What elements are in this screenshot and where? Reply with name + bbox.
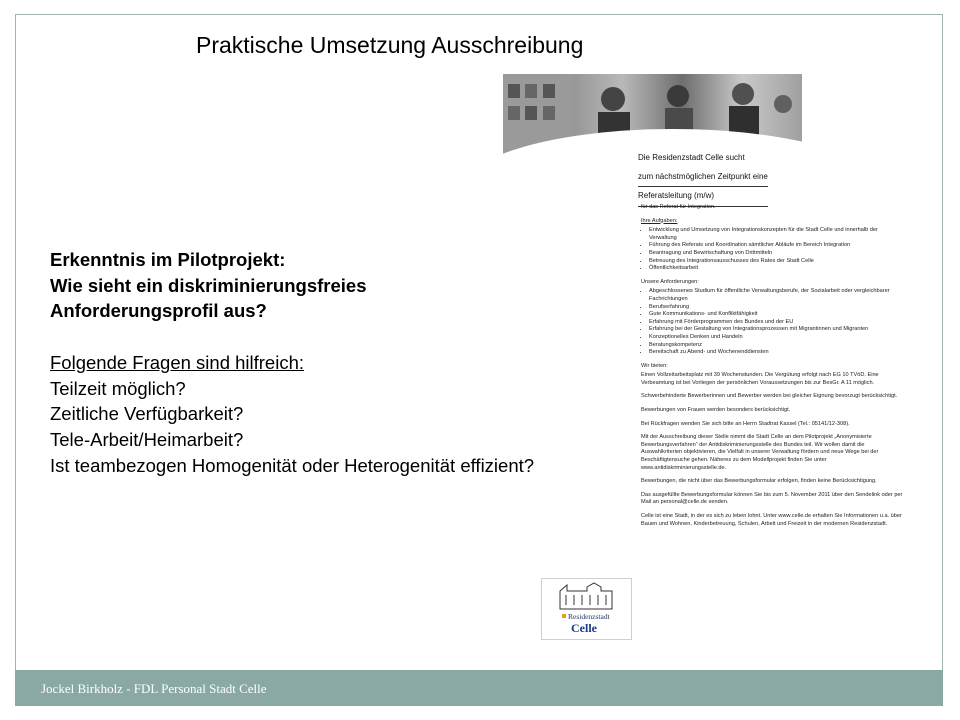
ad-requirements-heading: Unsere Anforderungen:	[641, 278, 699, 285]
ad-women-note: Bewerbungen von Frauen werden besonders berücksichtigt.	[641, 407, 791, 414]
ad-disabled-note: Schwerbehinderte Bewerberinnen und Bewerber werden bei gleicher Eignung bevorzugt berücksichtigt.	[641, 393, 898, 400]
question-2: Zeitliche Verfügbarkeit?	[50, 403, 244, 425]
castle-icon	[542, 581, 631, 611]
questions-intro: Folgende Fragen sind hilfreich:	[50, 351, 305, 373]
ad-offer: Einen Vollzeitarbeitsplatz mit 39 Wochenstunden. Die Vergütung erfolgt nach EG 10 TVöD. Eine Verbeamtung ist bei Vorliegen der persönlichen Voraussetzungen bis zur BesGr. A 11 möglich.	[641, 372, 879, 386]
ad-task: • Führung des Referats und Koordination sämtlicher Abläufe im Bereich Integration	[649, 242, 903, 250]
ad-requirement: • Erfahrung bei der Gestaltung von Integrationsprozessen mit Migrantinnen und Migranten	[649, 326, 903, 334]
question-3: Tele-Arbeit/Heimarbeit?	[50, 428, 244, 450]
ad-requirement: • Abgeschlossenes Studium für öffentliche Verwaltungsberufe, der Sozialarbeit oder vergleichbarer Fachrichtungen	[649, 288, 903, 303]
footer-text: Jockel Birkholz - FDL Personal Stadt Celle	[41, 681, 267, 696]
slide-title: Praktische Umsetzung Ausschreibung	[196, 32, 584, 58]
question-4: Ist teambezogen Homogenität oder Heterogenität effizient?	[50, 454, 535, 476]
logo-line-2: Celle	[571, 621, 597, 635]
main-text	[50, 247, 590, 478]
ad-requirements-list	[641, 288, 903, 356]
ad-closing: Celle ist eine Stadt, in der es sich zu leben lohnt. Unter www.celle.de erhalten Sie Informationen u.a. über Bauen und Wohnen, Kinderbetreuung, Schulen, Arbeit und Freizeit in der modernen Residenzstadt.	[641, 513, 902, 527]
logo-square-icon	[562, 614, 566, 618]
ad-body	[641, 204, 903, 534]
ad-offer-heading: Wir bieten:	[641, 362, 668, 369]
ad-requirement: • Bereitschaft zu Abend- und Wochenenddiensten	[649, 349, 903, 357]
ad-task: • Entwicklung und Umsetzung von Integrationskonzepten für die Stadt Celle und innerhalb der Verwaltung	[649, 227, 903, 242]
logo-line-1: Residenzstadt	[568, 612, 610, 621]
ad-task: • Betreuung des Integrationsausschusses des Rates der Stadt Celle	[649, 258, 903, 266]
ad-heading	[638, 149, 768, 207]
ad-line-2: zum nächstmöglichen Zeitpunkt eine	[638, 171, 768, 181]
ad-requirement: • Berufserfahrung	[649, 304, 903, 312]
ad-requirement: • Erfahrung mit Förderprogrammen des Bundes und der EU	[649, 319, 903, 327]
footer-bar	[15, 670, 943, 706]
ad-requirement: • Beratungskompetenz	[649, 342, 903, 350]
ad-tasks-heading: Ihre Aufgaben:	[641, 217, 678, 224]
heading-line-1: Erkenntnis im Pilotprojekt:	[50, 249, 286, 270]
heading-line-2: Wie sieht ein diskriminierungsfreies	[50, 274, 367, 296]
ad-task: • Öffentlichkeitsarbeit	[649, 265, 903, 273]
ad-contact: Bei Rückfragen wenden Sie sich bitte an Herrn Stadtrat Kassel (Tel.: 05141/12-308).	[641, 420, 850, 427]
celle-logo	[541, 578, 632, 640]
ad-pilot-note: Mit der Ausschreibung dieser Stelle nimmt die Stadt Celle an dem Pilotprojekt „Anonymisierte Bewerbungsverfahren“ der Antidiskriminierungsstelle des Bundes teil. Wir wollen damit die Auswahlkriterien objektivieren, die Vielfalt in unserer Verwaltung fördern und neue Wege bei der Beschäftigtensuche gehen. Näheres zu dem Modellprojekt finden Sie unter www.antidiskriminierungsstelle.de.	[641, 434, 879, 471]
ad-deadline: Das ausgefüllte Bewerbungsformular können Sie bis zum 5. November 2011 über den Sendelink oder per Mail an personal@celle.de senden.	[641, 491, 903, 506]
ad-task: • Beantragung und Bewirtschaftung von Drittmitteln	[649, 250, 903, 258]
question-1: Teilzeit möglich?	[50, 377, 186, 399]
ad-role: Referatsleitung (m/w)	[638, 186, 768, 207]
heading-line-3: Anforderungsprofil aus?	[50, 300, 267, 322]
ad-requirement: • Konzeptionelles Denken und Handeln	[649, 334, 903, 342]
ad-for: für das Referat für Integration.	[641, 204, 716, 210]
ad-form-note: Bewerbungen, die nicht über das Bewerbungsformular erfolgen, finden keine Berücksichtigung.	[641, 478, 877, 485]
ad-line-1: Die Residenzstadt Celle sucht	[638, 153, 745, 162]
ad-requirement: • Gute Kommunikations- und Konfliktfähigkeit	[649, 311, 903, 319]
ad-tasks-list	[641, 227, 903, 273]
